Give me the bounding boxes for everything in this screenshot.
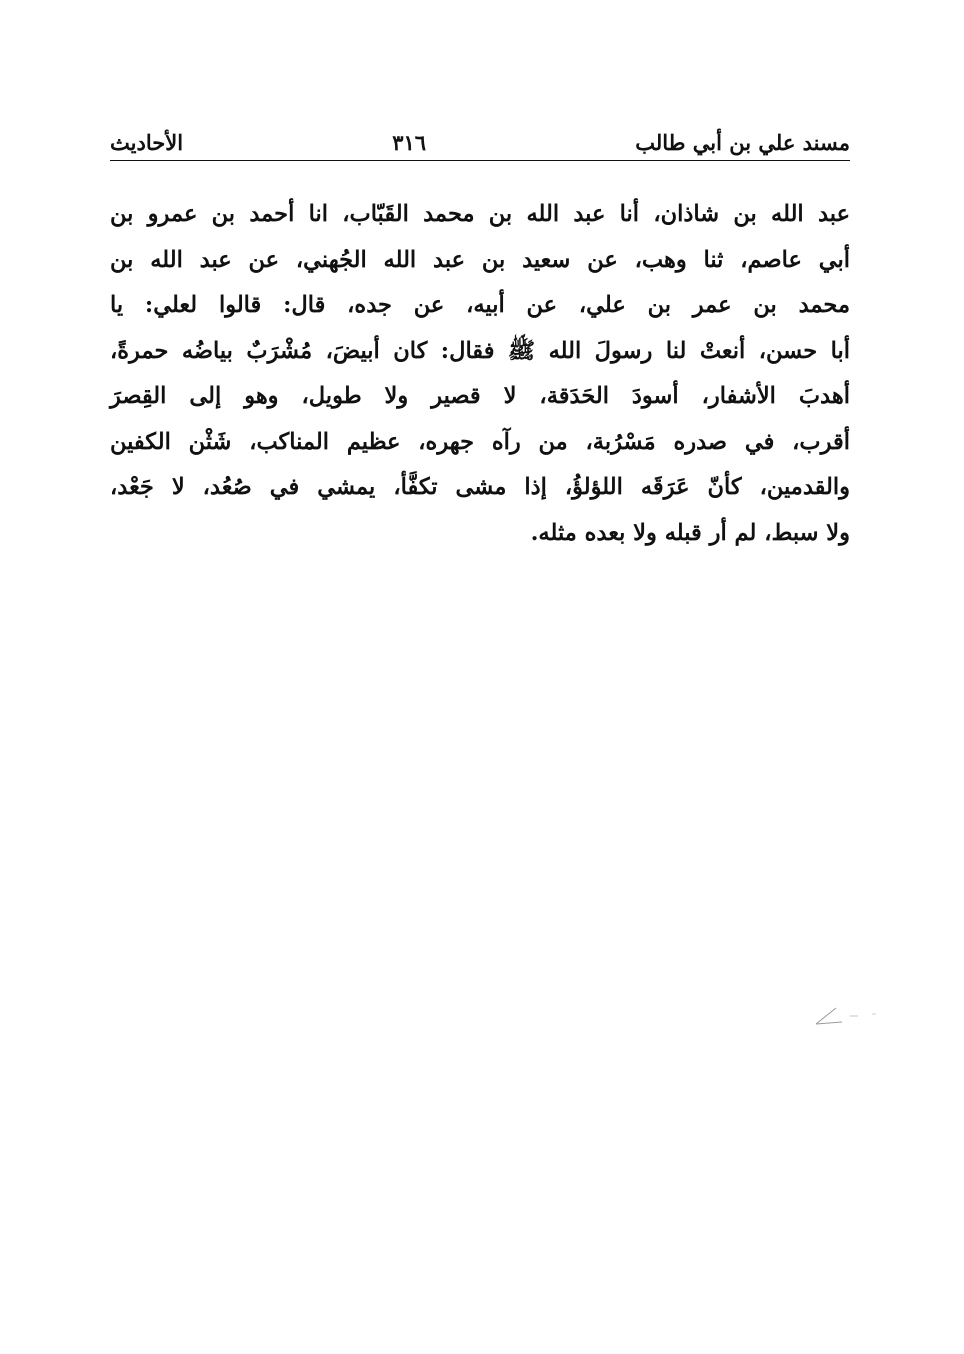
page-number: ٣١٦ [392,129,427,155]
text-line: أقرب، في صدره مَسْرُبة، من رآه جهره، عظيم المناكب، شَثْن الكفين [110,428,850,455]
header-divider [110,160,850,161]
text-line: أهدبَ الأشفار، أسودَ الحَدَقة، لا قصير ولا طويل، وهو إلى القِصرَ [110,383,850,409]
text-line: عبد الله بن شاذان، أنا عبد الله بن محمد القَبّاب، انا أحمد بن عمرو بن [110,201,850,227]
page-header [110,128,850,156]
text-line: ولا سبط، لم أر قبله ولا بعده مثله. [530,519,850,546]
section-title: الأحاديث [110,129,184,155]
text-line: والقدمين، كأنّ عَرَقَه اللؤلؤُ، إذا مشى تكفَّأ، يمشي في صُعُد، لا جَعْد، [110,474,850,500]
pencil-mark [812,1002,882,1028]
hadith-text [110,192,850,556]
book-title: مسند علي بن أبي طالب [635,129,850,155]
text-line: محمد بن عمر بن علي، عن أبيه، عن جده، قال: قالوا لعلي: يا [110,292,850,318]
text-line: أبا حسن، أنعتْ لنا رسولَ الله ﷺ فقال: كان أبيضَ، مُشْرَبٌ بياضُه حمرةً، [110,337,850,364]
text-line: أبي عاصم، ثنا وهب، عن سعيد بن عبد الله الجُهني، عن عبد الله بن [110,246,850,273]
